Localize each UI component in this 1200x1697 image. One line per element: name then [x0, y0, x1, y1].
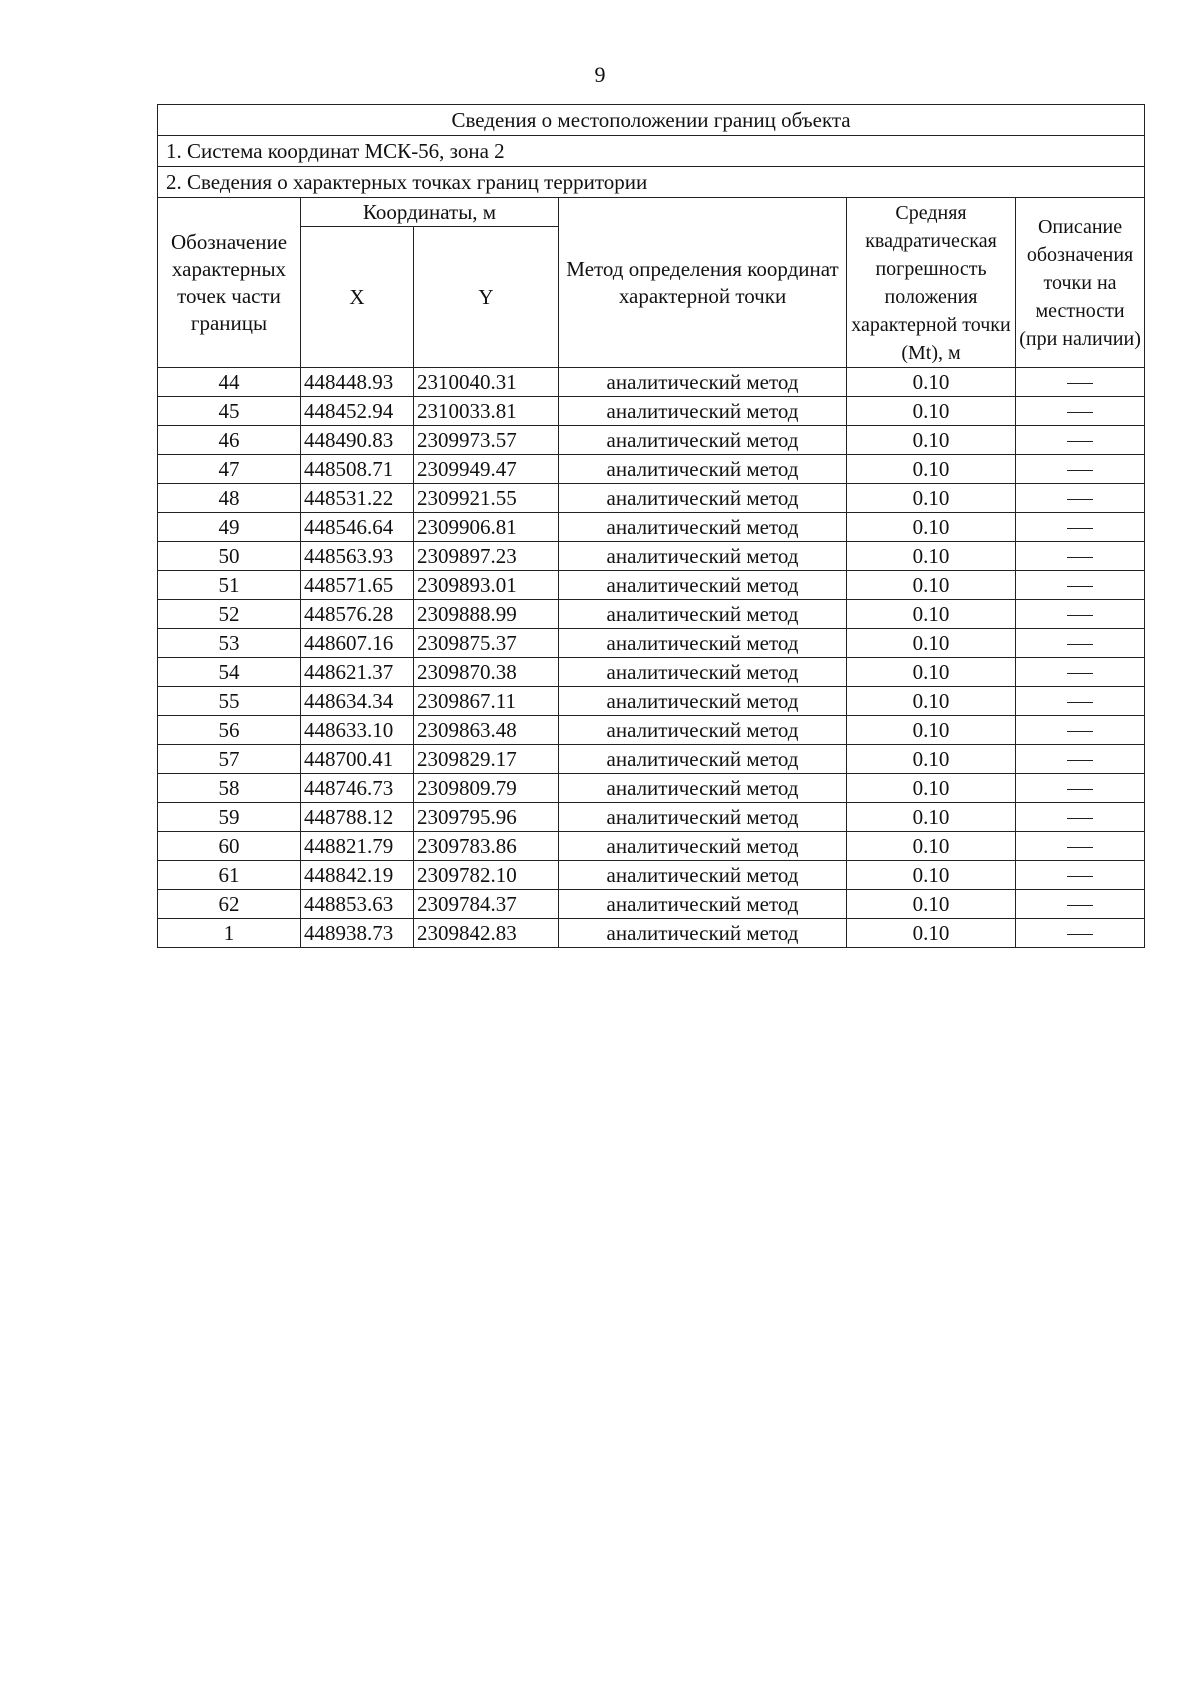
table-row [158, 890, 1145, 919]
description-cell [1016, 426, 1145, 455]
method-cell: аналитический метод [559, 600, 847, 629]
dash-icon [1067, 905, 1093, 906]
x-coordinate-cell: 448576.28 [301, 600, 414, 629]
y-coordinate-cell: 2309783.86 [414, 832, 559, 861]
table-row [158, 600, 1145, 629]
table-caption: Сведения о местоположении границ объекта [158, 105, 1145, 136]
error-cell: 0.10 [847, 397, 1016, 426]
dash-icon [1067, 789, 1093, 790]
point-number-cell: 62 [158, 890, 301, 919]
dash-icon [1067, 673, 1093, 674]
table-row [158, 397, 1145, 426]
description-cell [1016, 716, 1145, 745]
header-description: Описание обозначения точки на местности (при наличии) [1016, 198, 1145, 368]
point-number-cell: 52 [158, 600, 301, 629]
dash-icon [1067, 644, 1093, 645]
table-row [158, 774, 1145, 803]
table-row [158, 629, 1145, 658]
point-number-cell: 58 [158, 774, 301, 803]
table-row [158, 368, 1145, 397]
description-cell [1016, 629, 1145, 658]
error-cell: 0.10 [847, 658, 1016, 687]
method-cell: аналитический метод [559, 455, 847, 484]
description-cell [1016, 745, 1145, 774]
y-coordinate-cell: 2309809.79 [414, 774, 559, 803]
dash-icon [1067, 818, 1093, 819]
error-cell: 0.10 [847, 629, 1016, 658]
point-number-cell: 47 [158, 455, 301, 484]
point-number-cell: 44 [158, 368, 301, 397]
method-cell: аналитический метод [559, 861, 847, 890]
header-error: Средняя квадратическая погрешность положения характерной точки (Mt), м [847, 198, 1016, 368]
y-coordinate-cell: 2309784.37 [414, 890, 559, 919]
table-row [158, 716, 1145, 745]
x-coordinate-cell: 448452.94 [301, 397, 414, 426]
point-number-cell: 49 [158, 513, 301, 542]
error-cell: 0.10 [847, 455, 1016, 484]
x-coordinate-cell: 448546.64 [301, 513, 414, 542]
coordinate-system: 1. Система координат МСК-56, зона 2 [158, 136, 1145, 167]
error-cell: 0.10 [847, 803, 1016, 832]
description-cell [1016, 455, 1145, 484]
dash-icon [1067, 615, 1093, 616]
point-number-cell: 46 [158, 426, 301, 455]
y-coordinate-cell: 2309906.81 [414, 513, 559, 542]
table-row [158, 455, 1145, 484]
x-coordinate-cell: 448621.37 [301, 658, 414, 687]
description-cell [1016, 571, 1145, 600]
point-number-cell: 59 [158, 803, 301, 832]
table-row [158, 513, 1145, 542]
method-cell: аналитический метод [559, 745, 847, 774]
description-cell [1016, 832, 1145, 861]
point-number-cell: 51 [158, 571, 301, 600]
description-cell [1016, 890, 1145, 919]
error-cell: 0.10 [847, 513, 1016, 542]
error-cell: 0.10 [847, 832, 1016, 861]
error-cell: 0.10 [847, 716, 1016, 745]
y-coordinate-cell: 2310040.31 [414, 368, 559, 397]
y-coordinate-cell: 2310033.81 [414, 397, 559, 426]
table-row [158, 919, 1145, 948]
table-row [158, 745, 1145, 774]
table-row [158, 484, 1145, 513]
dash-icon [1067, 702, 1093, 703]
y-coordinate-cell: 2309897.23 [414, 542, 559, 571]
table-row [158, 571, 1145, 600]
method-cell: аналитический метод [559, 890, 847, 919]
header-x: X [301, 227, 414, 368]
dash-icon [1067, 557, 1093, 558]
error-cell: 0.10 [847, 368, 1016, 397]
y-coordinate-cell: 2309842.83 [414, 919, 559, 948]
description-cell [1016, 513, 1145, 542]
dash-icon [1067, 412, 1093, 413]
y-coordinate-cell: 2309875.37 [414, 629, 559, 658]
table-row [158, 803, 1145, 832]
table-row [158, 426, 1145, 455]
error-cell: 0.10 [847, 745, 1016, 774]
point-number-cell: 48 [158, 484, 301, 513]
point-number-cell: 61 [158, 861, 301, 890]
header-coordinates: Координаты, м [301, 198, 559, 227]
description-cell [1016, 484, 1145, 513]
x-coordinate-cell: 448531.22 [301, 484, 414, 513]
method-cell: аналитический метод [559, 629, 847, 658]
dash-icon [1067, 499, 1093, 500]
method-cell: аналитический метод [559, 832, 847, 861]
method-cell: аналитический метод [559, 658, 847, 687]
y-coordinate-cell: 2309949.47 [414, 455, 559, 484]
point-number-cell: 56 [158, 716, 301, 745]
table-row [158, 658, 1145, 687]
x-coordinate-cell: 448633.10 [301, 716, 414, 745]
method-cell: аналитический метод [559, 542, 847, 571]
error-cell: 0.10 [847, 890, 1016, 919]
x-coordinate-cell: 448607.16 [301, 629, 414, 658]
x-coordinate-cell: 448842.19 [301, 861, 414, 890]
error-cell: 0.10 [847, 571, 1016, 600]
dash-icon [1067, 760, 1093, 761]
x-coordinate-cell: 448746.73 [301, 774, 414, 803]
description-cell [1016, 600, 1145, 629]
x-coordinate-cell: 448853.63 [301, 890, 414, 919]
header-method: Метод определения координат характерной точки [559, 198, 847, 368]
method-cell: аналитический метод [559, 571, 847, 600]
method-cell: аналитический метод [559, 716, 847, 745]
point-number-cell: 57 [158, 745, 301, 774]
x-coordinate-cell: 448788.12 [301, 803, 414, 832]
error-cell: 0.10 [847, 687, 1016, 716]
y-coordinate-cell: 2309829.17 [414, 745, 559, 774]
method-cell: аналитический метод [559, 803, 847, 832]
dash-icon [1067, 441, 1093, 442]
header-y: Y [414, 227, 559, 368]
section-title: 2. Сведения о характерных точках границ территории [158, 167, 1145, 198]
dash-icon [1067, 528, 1093, 529]
x-coordinate-cell: 448571.65 [301, 571, 414, 600]
y-coordinate-cell: 2309863.48 [414, 716, 559, 745]
method-cell: аналитический метод [559, 397, 847, 426]
table-row [158, 687, 1145, 716]
x-coordinate-cell: 448490.83 [301, 426, 414, 455]
y-coordinate-cell: 2309795.96 [414, 803, 559, 832]
dash-icon [1067, 586, 1093, 587]
description-cell [1016, 803, 1145, 832]
boundary-points-table [157, 104, 1145, 948]
point-number-cell: 53 [158, 629, 301, 658]
method-cell: аналитический метод [559, 687, 847, 716]
error-cell: 0.10 [847, 861, 1016, 890]
error-cell: 0.10 [847, 542, 1016, 571]
method-cell: аналитический метод [559, 513, 847, 542]
table-row [158, 861, 1145, 890]
error-cell: 0.10 [847, 600, 1016, 629]
y-coordinate-cell: 2309893.01 [414, 571, 559, 600]
x-coordinate-cell: 448821.79 [301, 832, 414, 861]
error-cell: 0.10 [847, 774, 1016, 803]
dash-icon [1067, 934, 1093, 935]
point-number-cell: 50 [158, 542, 301, 571]
x-coordinate-cell: 448448.93 [301, 368, 414, 397]
description-cell [1016, 687, 1145, 716]
header-point: Обозначение характерных точек части границы [158, 198, 301, 368]
table-row [158, 542, 1145, 571]
dash-icon [1067, 470, 1093, 471]
method-cell: аналитический метод [559, 368, 847, 397]
error-cell: 0.10 [847, 426, 1016, 455]
point-number-cell: 54 [158, 658, 301, 687]
table-row [158, 832, 1145, 861]
method-cell: аналитический метод [559, 774, 847, 803]
description-cell [1016, 861, 1145, 890]
error-cell: 0.10 [847, 919, 1016, 948]
method-cell: аналитический метод [559, 919, 847, 948]
point-number-cell: 1 [158, 919, 301, 948]
page-number: 9 [594, 62, 606, 87]
error-cell: 0.10 [847, 484, 1016, 513]
x-coordinate-cell: 448700.41 [301, 745, 414, 774]
point-number-cell: 60 [158, 832, 301, 861]
x-coordinate-cell: 448938.73 [301, 919, 414, 948]
y-coordinate-cell: 2309921.55 [414, 484, 559, 513]
dash-icon [1067, 847, 1093, 848]
dash-icon [1067, 876, 1093, 877]
description-cell [1016, 542, 1145, 571]
method-cell: аналитический метод [559, 426, 847, 455]
y-coordinate-cell: 2309870.38 [414, 658, 559, 687]
dash-icon [1067, 383, 1093, 384]
description-cell [1016, 397, 1145, 426]
x-coordinate-cell: 448508.71 [301, 455, 414, 484]
description-cell [1016, 658, 1145, 687]
y-coordinate-cell: 2309782.10 [414, 861, 559, 890]
point-number-cell: 45 [158, 397, 301, 426]
method-cell: аналитический метод [559, 484, 847, 513]
y-coordinate-cell: 2309973.57 [414, 426, 559, 455]
x-coordinate-cell: 448563.93 [301, 542, 414, 571]
dash-icon [1067, 731, 1093, 732]
y-coordinate-cell: 2309888.99 [414, 600, 559, 629]
x-coordinate-cell: 448634.34 [301, 687, 414, 716]
description-cell [1016, 919, 1145, 948]
description-cell [1016, 368, 1145, 397]
description-cell [1016, 774, 1145, 803]
point-number-cell: 55 [158, 687, 301, 716]
y-coordinate-cell: 2309867.11 [414, 687, 559, 716]
